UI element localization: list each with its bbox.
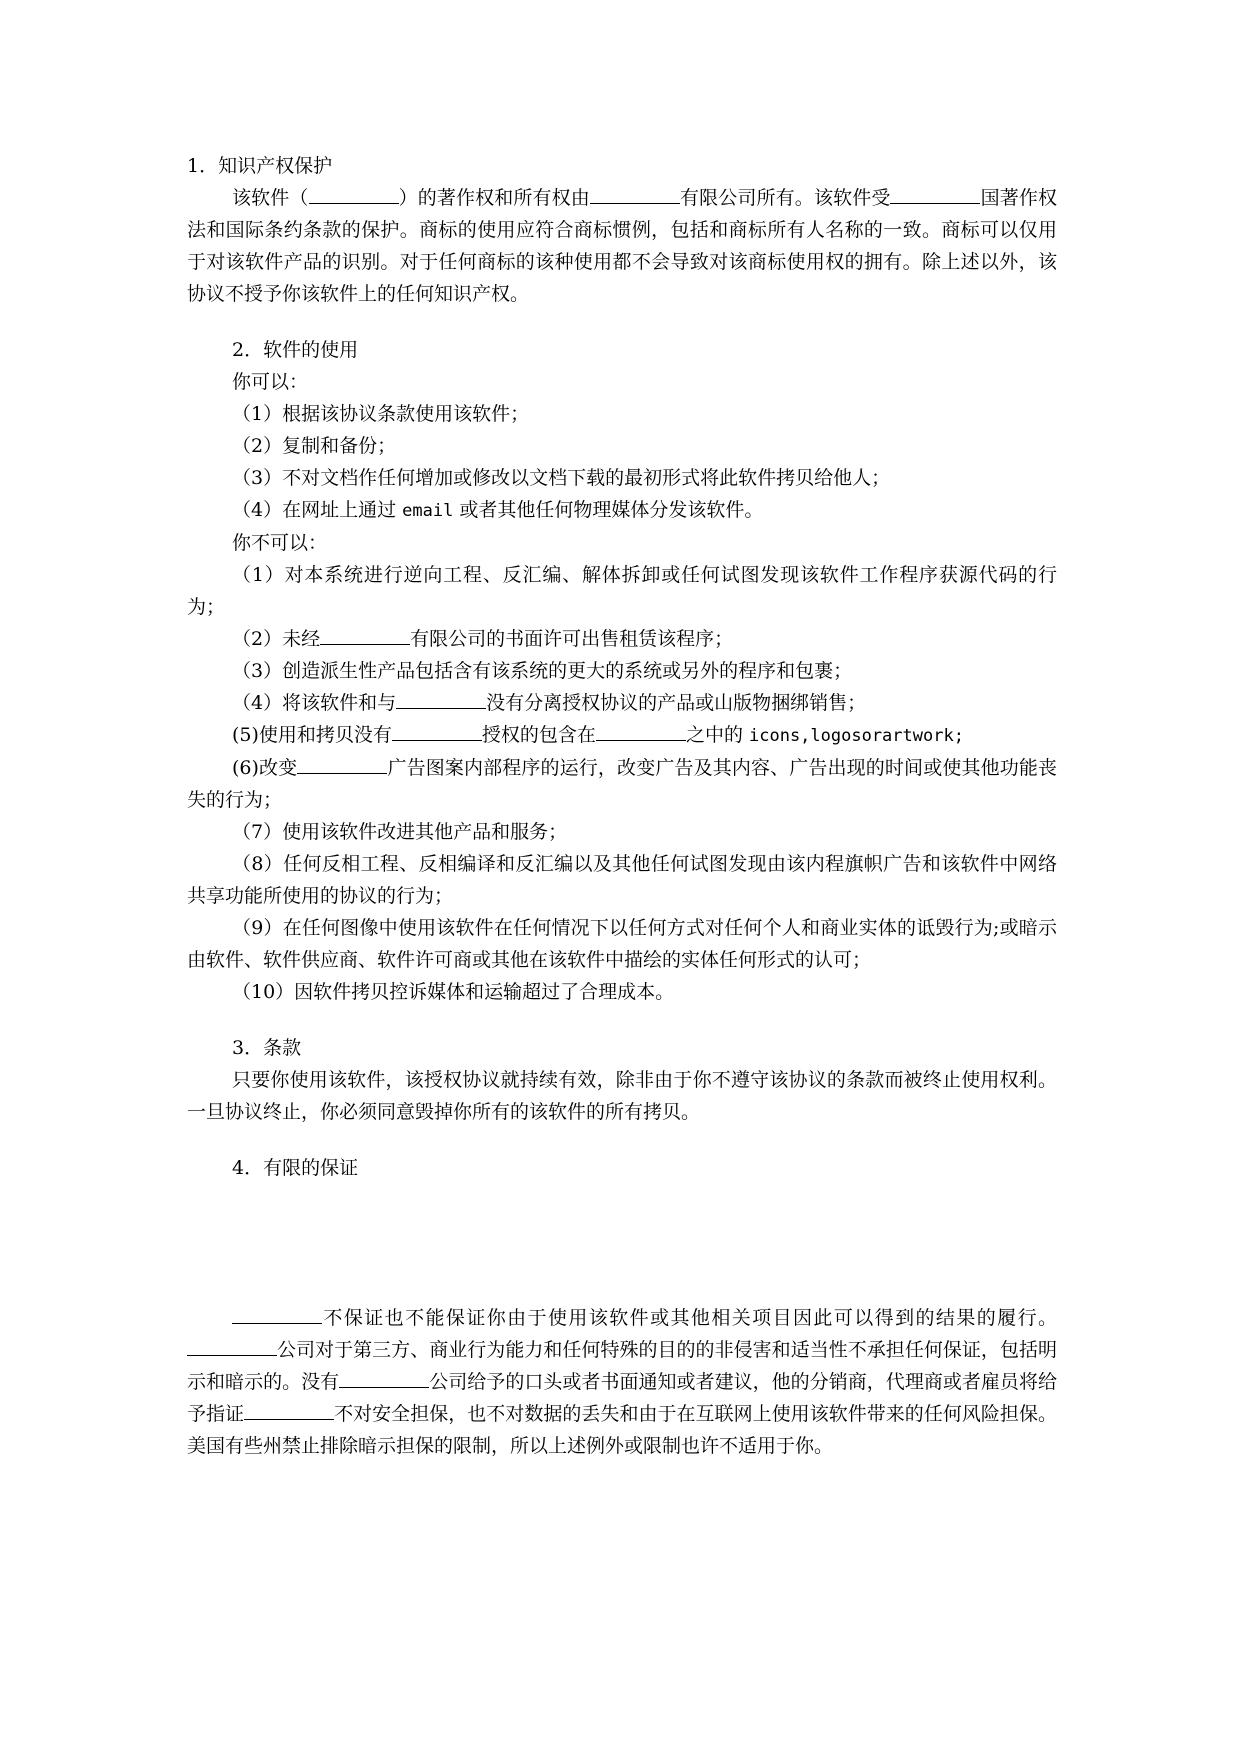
section-4-heading: 4．有限的保证 bbox=[232, 1157, 359, 1179]
text: （4）在网址上通过 bbox=[232, 499, 397, 521]
fill-blank bbox=[320, 626, 410, 645]
allowed-item bbox=[187, 494, 1057, 527]
forbidden-item bbox=[187, 719, 1057, 752]
section-2-heading: 2．软件的使用 bbox=[232, 339, 359, 361]
forbidden-item: （7）使用该软件改进其他产品和服务； bbox=[232, 821, 568, 843]
text: 有限公司所有。该软件受 bbox=[679, 187, 891, 209]
text: 不对安全担保，也不对数据的丢失和由于在互联网上使用该软件带来的任何风险担保。美国有些州禁止排除暗示担保的限制，所以上述例外或限制也许不适用于你。 bbox=[187, 1403, 1057, 1457]
forbidden-item: （1）对本系统进行逆向工程、反汇编、解体拆卸或任何试图发现该软件工作程序获源代码的行为； bbox=[187, 564, 1057, 618]
spacer bbox=[187, 310, 1057, 334]
allowed-item: （1）根据该协议条款使用该软件； bbox=[232, 403, 530, 425]
text: （2）未经 bbox=[232, 628, 321, 650]
text: 没有分离授权协议的产品或山版物捆绑销售； bbox=[486, 692, 867, 714]
fill-blank bbox=[392, 722, 482, 741]
section-3-body: 只要你使用该软件，该授权协议就持续有效，除非由于你不遵守该协议的条款而被终止使用权利。一旦协议终止，你必须同意毁掉你所有的该软件的所有拷贝。 bbox=[187, 1069, 1057, 1123]
text: 授权的包含在 bbox=[481, 724, 596, 746]
text: 不保证也不能保证你由于使用该软件或其他相关项目因此可以得到的结果的履行。 bbox=[322, 1307, 1057, 1329]
text: ）的著作权和所有权由 bbox=[398, 187, 590, 209]
fill-blank bbox=[187, 1337, 277, 1356]
spacer bbox=[187, 1128, 1057, 1152]
spacer bbox=[187, 1184, 1057, 1302]
section-1-body bbox=[187, 182, 1057, 310]
text: 公司给予的口头或者书面通知或者建议，他的分销商，代理商或者雇员将给予指证 bbox=[187, 1371, 1057, 1425]
forbidden-item: （9）在任何图像中使用该软件在任何情况下以任何方式对任何个人和商业实体的诋毁行为;或暗示由软件、软件供应商、软件许可商或其他在该软件中描绘的实体任何形式的认可； bbox=[187, 917, 1057, 971]
fill-blank bbox=[890, 185, 980, 204]
text: (6)改变 bbox=[232, 757, 298, 779]
fill-blank bbox=[244, 1401, 334, 1420]
fill-blank bbox=[232, 1305, 322, 1324]
forbidden-item bbox=[187, 687, 1057, 719]
fill-blank bbox=[396, 690, 486, 709]
text: icons,logosorartwork; bbox=[749, 726, 964, 746]
text: 或者其他任何物理媒体分发该软件。 bbox=[459, 499, 764, 521]
text: email bbox=[402, 501, 454, 521]
spacer bbox=[187, 1008, 1057, 1032]
text: 有限公司的书面许可出售租赁该程序； bbox=[410, 628, 734, 650]
document-page bbox=[187, 150, 1057, 1462]
forbidden-item bbox=[187, 623, 1057, 655]
section-3-heading: 3．条款 bbox=[232, 1037, 302, 1059]
text: 国著作权法和国际条约条款的保护。商标的使用应符合商标惯例，包括和商标所有人名称的一致。商标可以仅用于对该软件产品的识别。对于任何商标的该种使用都不会导致对该商标使用权的拥有。除上述以外，该协议不授予你该软件上的任何知识产权。 bbox=[187, 187, 1057, 305]
fill-blank bbox=[297, 755, 387, 774]
allowed-label: 你可以： bbox=[232, 371, 309, 393]
text: 之中的 bbox=[685, 724, 743, 746]
fill-blank bbox=[309, 185, 399, 204]
text: 该软件（ bbox=[232, 187, 309, 209]
forbidden-label: 你不可以： bbox=[232, 532, 328, 554]
fill-blank bbox=[596, 722, 686, 741]
forbidden-item: （8）任何反相工程、反相编译和反汇编以及其他任何试图发现由该内程旗帜广告和该软件中网络共享功能所使用的协议的行为； bbox=[187, 853, 1057, 907]
text: （4）将该软件和与 bbox=[232, 692, 397, 714]
forbidden-item: （3）创造派生性产品包括含有该系统的更大的系统或另外的程序和包裹； bbox=[232, 660, 853, 682]
forbidden-item: （10）因软件拷贝控诉媒体和运输超过了合理成本。 bbox=[232, 981, 675, 1003]
section-4-body bbox=[187, 1302, 1057, 1462]
fill-blank bbox=[590, 185, 680, 204]
fill-blank bbox=[339, 1369, 429, 1388]
section-1-heading: 1．知识产权保护 bbox=[187, 155, 333, 177]
forbidden-item bbox=[187, 752, 1057, 816]
text: 公司对于第三方、商业行为能力和任何特殊的目的的非侵害和适当性不承担任何保证，包括明示和暗示的。没有 bbox=[187, 1339, 1057, 1393]
text: 广告图案内部程序的运行，改变广告及其内容、广告出现的时间或使其他功能丧失的行为； bbox=[187, 757, 1057, 811]
allowed-item: （3）不对文档作任何增加或修改以文档下载的最初形式将此软件拷贝给他人； bbox=[232, 467, 891, 489]
text: (5)使用和拷贝没有 bbox=[232, 724, 392, 746]
allowed-item: （2）复制和备份； bbox=[232, 435, 397, 457]
